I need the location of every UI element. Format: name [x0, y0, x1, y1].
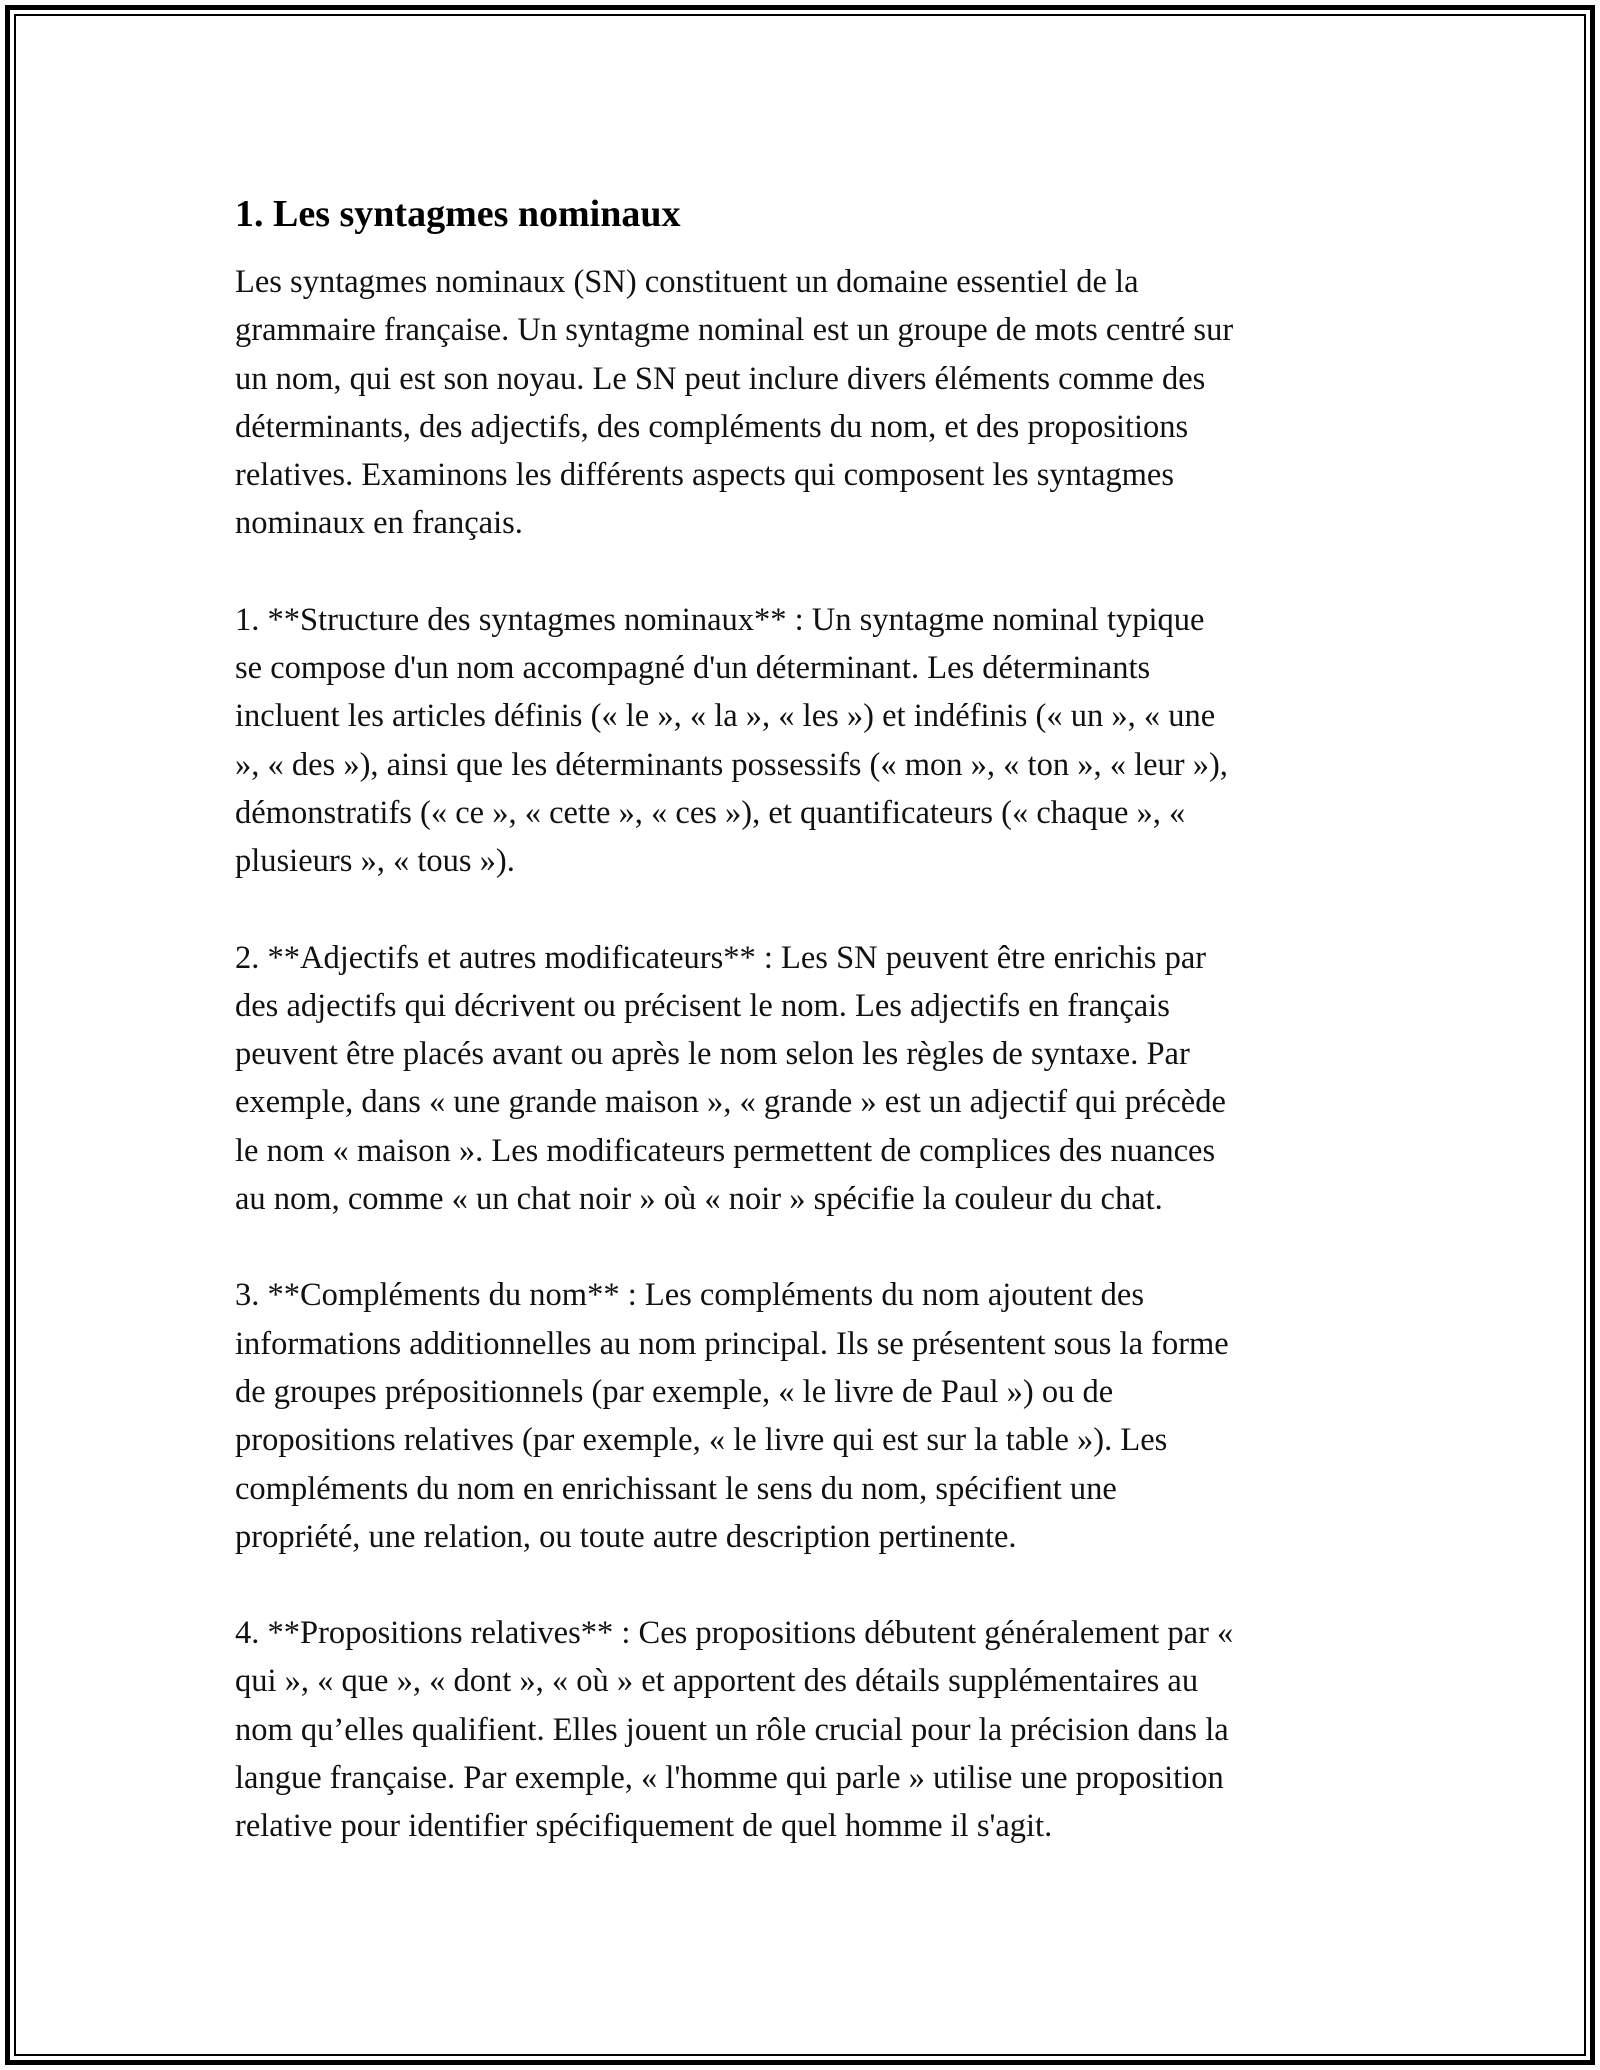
- document-body: [235, 188, 1370, 1899]
- intro-paragraph: Les syntagmes nominaux (SN) constituent un domaine essentiel de la grammaire française. Un syntagme nominal est un groupe de mots centré sur un nom, qui est son noyau. Le SN peut inclure divers éléments comme des déterminants, des adjectifs, des compléments du nom, et des propositions relatives. Examinons les différents aspects qui composent les syntagmes nominaux en français.: [235, 264, 1234, 542]
- point-relatives-paragraph: 4. **Propositions relatives** : Ces propositions débutent généralement par « qui », « que », « dont », « où » et apportent des détails supplémentaires au nom qu’elles qualifient. Elles jouent un rôle crucial pour la précision dans la langue française. Par exemple, « l'homme qui parle » utilise une proposition relative pour identifier spécifiquement de quel homme il s'agit.: [235, 1615, 1234, 1845]
- point-complements-paragraph: 3. **Compléments du nom** : Les compléments du nom ajoutent des informations additionnelles au nom principal. Ils se présentent sous la forme de groupes prépositionnels (par exemple, « le livre de Paul ») ou de propositions relatives (par exemple, « le livre qui est sur la table »). Les compléments du nom en enrichissant le sens du nom, spécifient une propriété, une relation, ou toute autre description pertinente.: [235, 1277, 1229, 1555]
- point-structure-paragraph: 1. **Structure des syntagmes nominaux** : Un syntagme nominal typique se compose d'un nom accompagné d'un déterminant. Les déterminants incluent les articles définis (« le », « la », « les ») et indéfinis (« un », « une », « des »), ainsi que les déterminants possessifs (« mon », « ton », « leur »), démonstratifs (« ce », « cette », « ces »), et quantificateurs (« chaque », « plusieurs », « tous »).: [235, 601, 1228, 880]
- point-adjectives-paragraph: 2. **Adjectifs et autres modificateurs** : Les SN peuvent être enrichis par des adjectifs qui décrivent ou précisent le nom. Les adjectifs en français peuvent être placés avant ou après le nom selon les règles de syntaxe. Par exemple, dans « une grande maison », « grande » est un adjectif qui précède le nom « maison ». Les modificateurs permettent de complices des nuances au nom, comme « un chat noir » où « noir » spécifie la couleur du chat.: [235, 939, 1226, 1218]
- section-title: 1. Les syntagmes nominaux: [235, 193, 681, 235]
